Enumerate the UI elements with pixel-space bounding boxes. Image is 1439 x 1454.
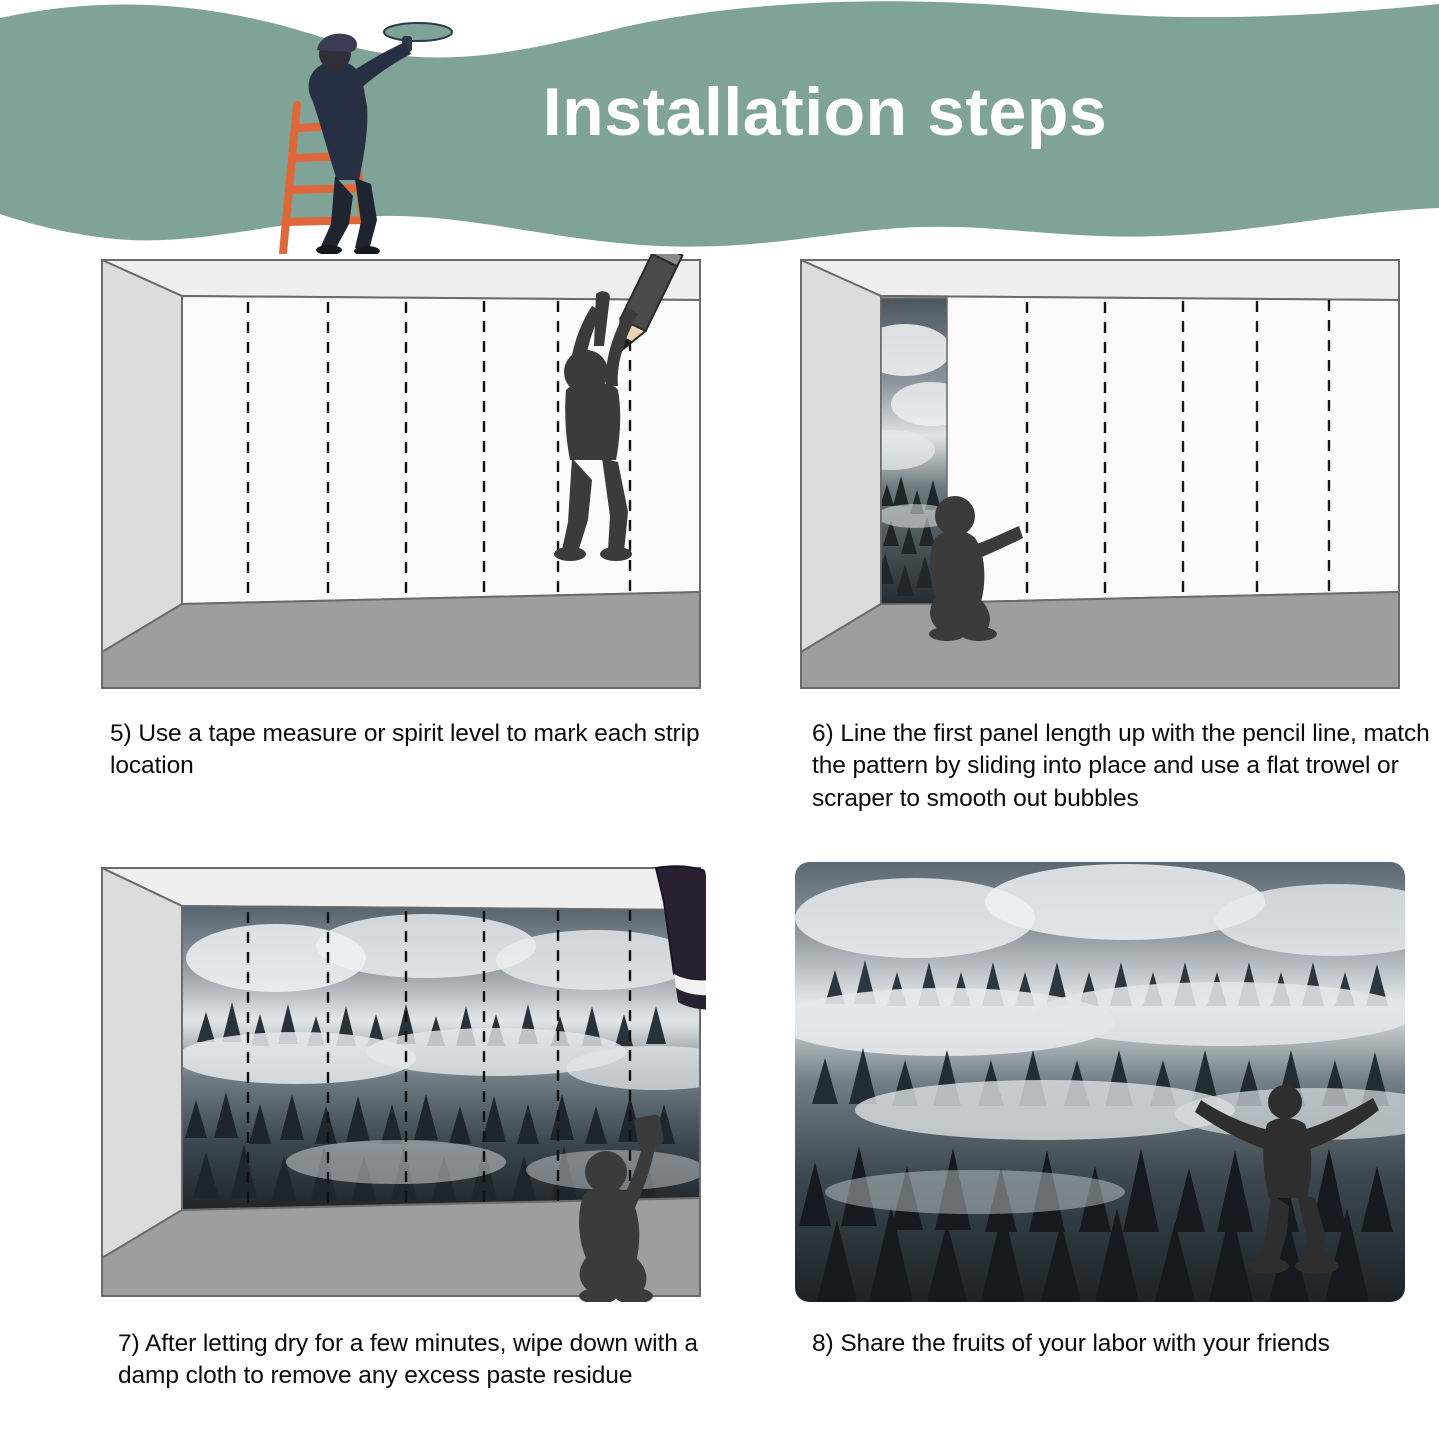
room-first-panel-applied-icon [795,254,1405,694]
step-6-number: 6) [812,720,834,747]
step-8-illustration [795,862,1405,1302]
step-5-text: Use a tape measure or spirit level to mark each strip location [110,720,700,780]
finished-mural-with-person-arms-open-icon [795,862,1405,1302]
steps-grid [0,250,1439,1454]
room-blank-wall-with-pencil-marks-icon [96,254,706,694]
step-6-caption [812,718,1439,815]
step-8-number: 8) [812,1330,834,1357]
step-5-caption [110,718,710,783]
step-8-caption [812,1328,1439,1360]
step-6-illustration [795,254,1405,694]
step-6-text: Line the first panel length up with the pencil line, match the pattern by sliding into place and use a flat trowel or scraper to smooth out bubbles [812,720,1430,812]
painter-on-ladder-icon [255,10,485,255]
step-7-illustration [96,862,706,1302]
room-full-mural-with-cloth-icon [96,862,706,1302]
step-7-text: After letting dry for a few minutes, wipe down with a damp cloth to remove any excess paste residue [118,1330,698,1390]
page-header [0,0,1439,250]
page-title: Installation steps [542,74,1108,150]
step-8-text: Share the fruits of your labor with your friends [840,1330,1330,1357]
step-5-number: 5) [110,720,132,747]
step-5-illustration [96,254,706,694]
step-7-number: 7) [118,1330,140,1357]
step-7-caption [118,1328,718,1393]
